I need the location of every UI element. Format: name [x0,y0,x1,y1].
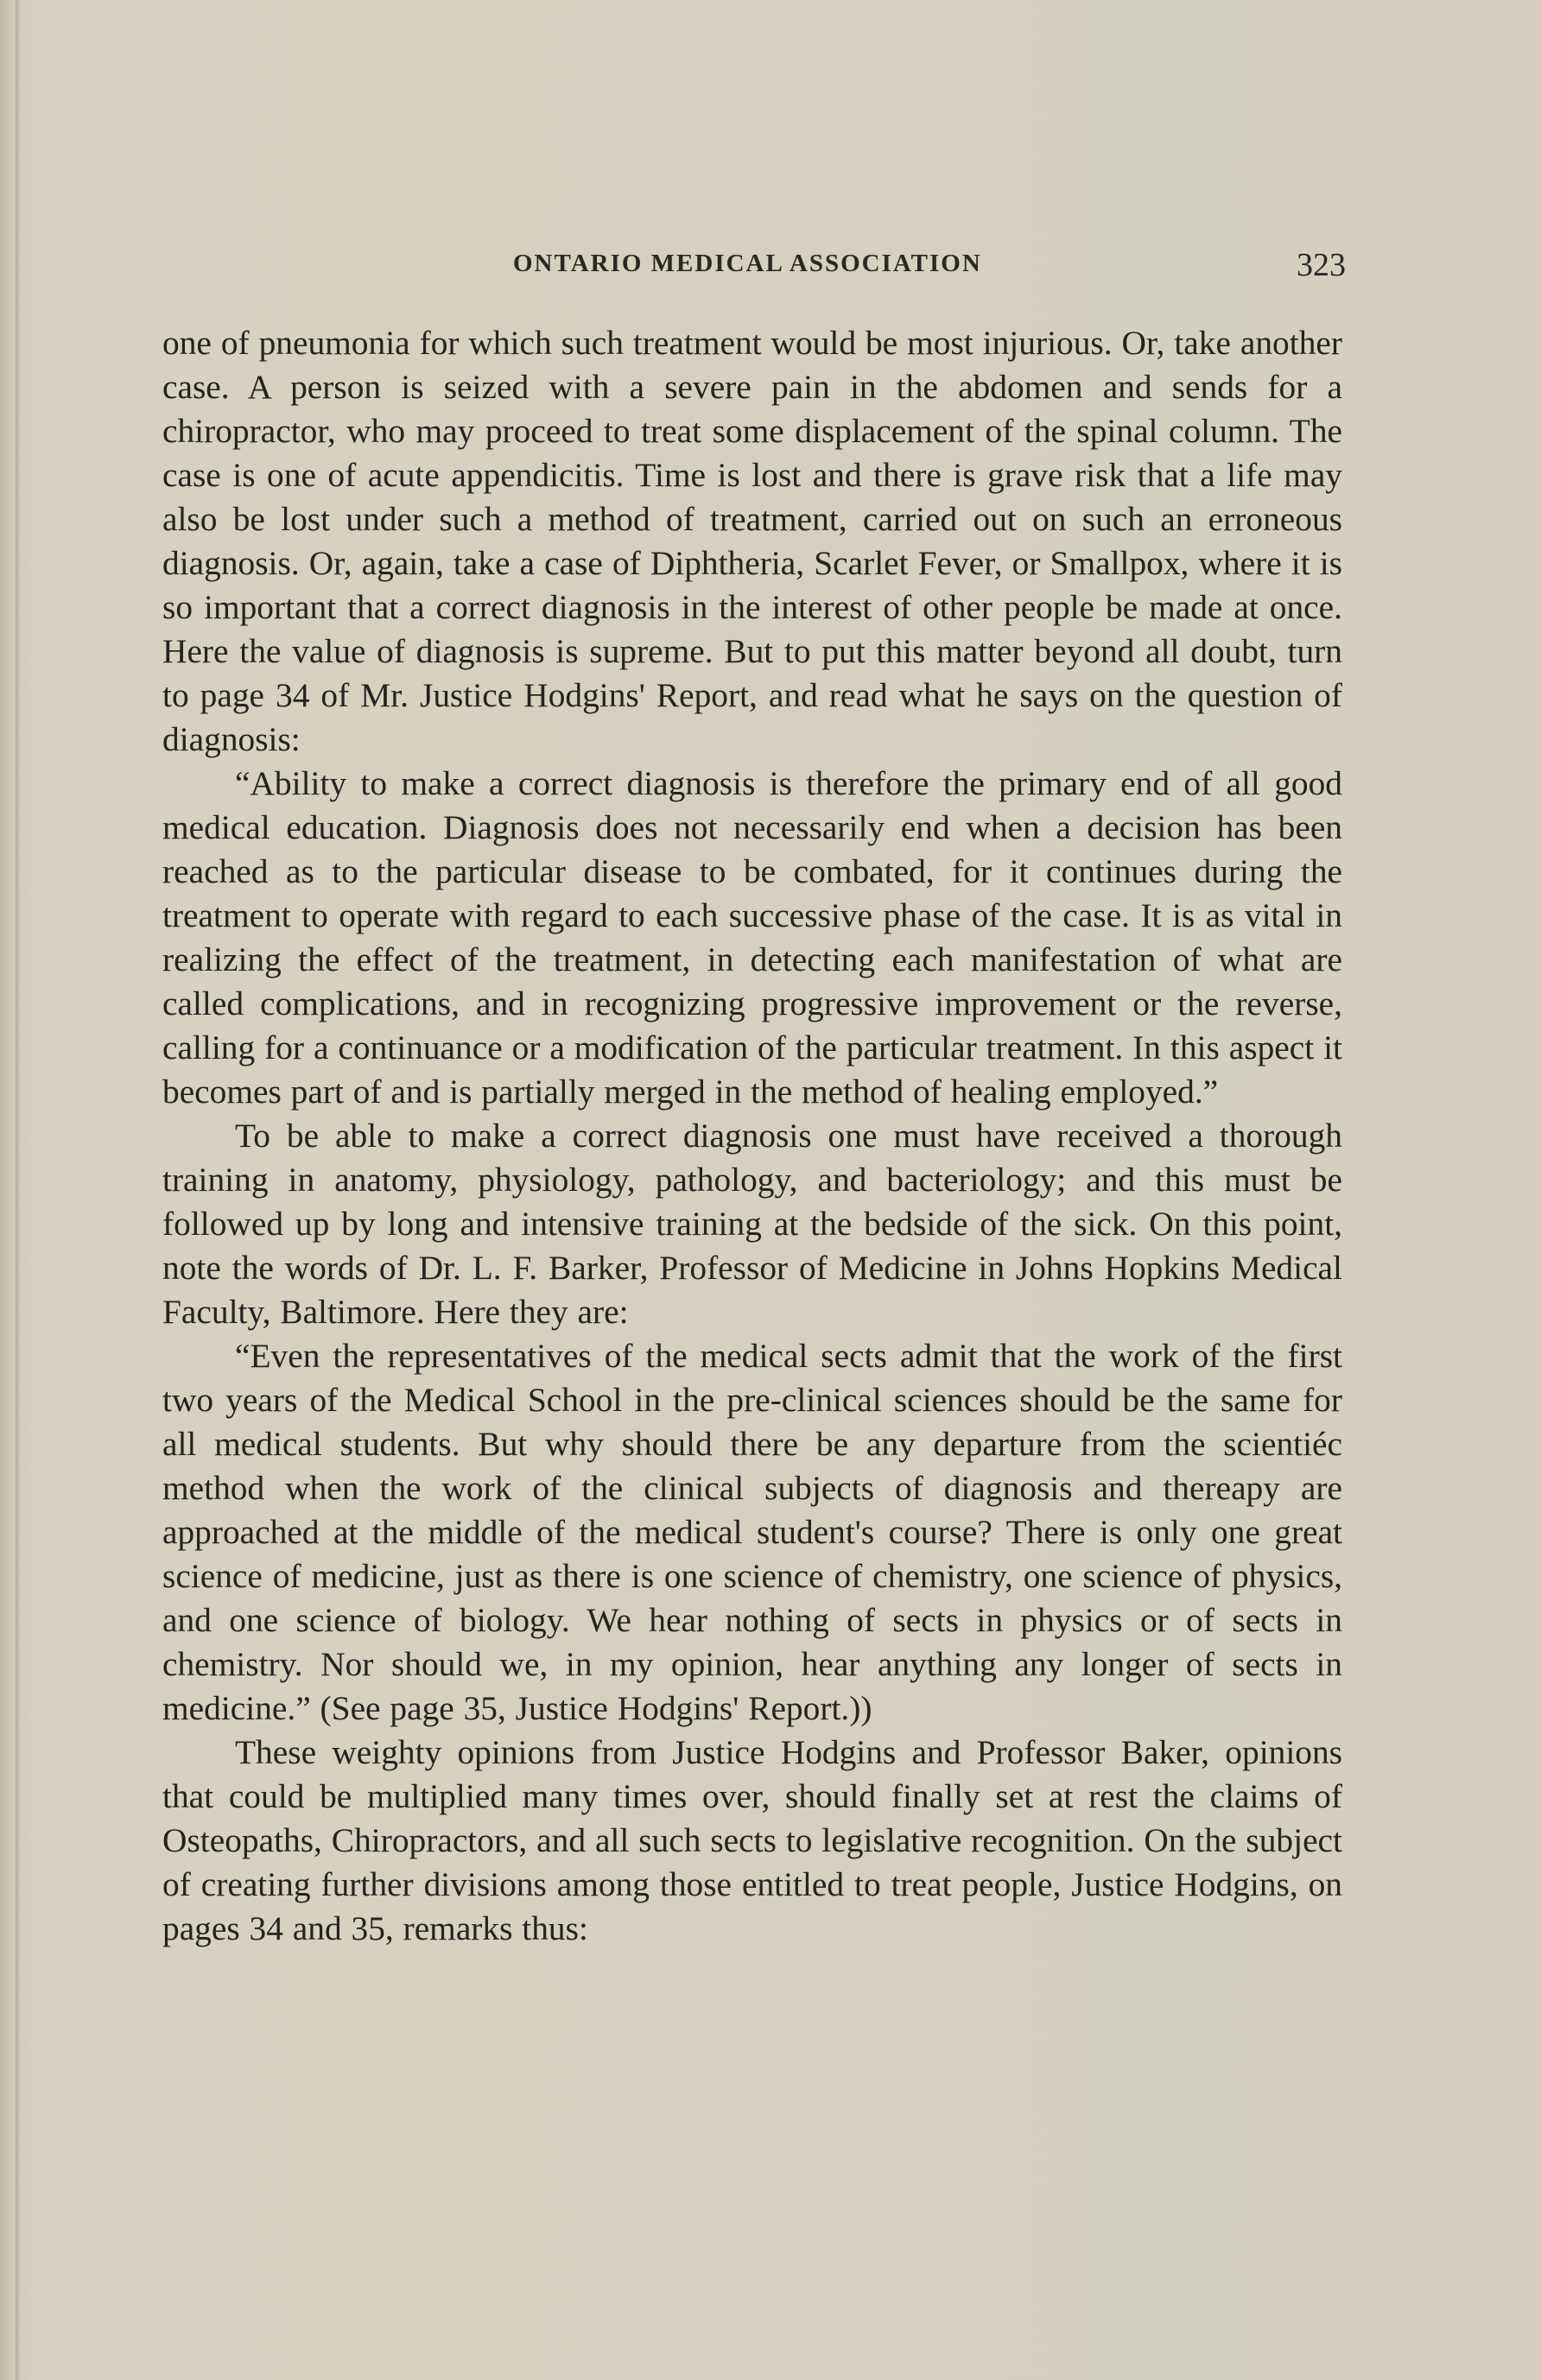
page-gutter-shadow [16,0,21,2380]
quotation-barker: “Even the representatives of the medical sects admit that the work of the first two years of the Medical School in the pre-clinical sciences should be the same for all medical students. But why should there be any departure from the scientiéc method when the work of the clinical subjects of diagnosis and thereapy are approached at the middle of the medical student's course? There is only one great science of medicine, just as there is one science of chemistry, one science of physics, and one science of biology. We hear nothing of sects in physics or of sects in chemistry. Nor should we, in my opinion, hear anything any longer of sects in medicine.” (See page 35, Justice Hodgins' Report.)) [162,1337,1342,1727]
paragraph-conclusion: These weighty opinions from Justice Hodgins and Professor Baker, opinions that could be multiplied many times over, should finally set at rest the claims of Osteopaths, Chiropractors, and all such sects to legislative recognition. On the subject of creating further divisions among those entitled to treat people, Justice Hodgins, on pages 34 and 35, remarks thus: [162,1733,1342,1947]
page-header [164,246,1346,289]
quotation-hodgins: “Ability to make a correct diagnosis is therefore the primary end of all good medical education. Diagnosis does not necessarily end when a decision has been reached as to the particular disease to be combated, for it continues during the treatment to operate with regard to each successive phase of the case. It is as vital in realizing the effect of the treatment, in detecting each manifestation of what are called complications, and in recognizing progressive improvement or the reverse, calling for a continuance or a modification of the particular treatment. In this aspect it becomes part of and is partially merged in the method of healing employed.” [162,764,1342,1111]
paragraph-training: To be able to make a correct diagnosis one must have received a thorough training in anatomy, physiology, pathology, and bacteriology; and this must be followed up by long and intensive training at the bedside of the sick. On this point, note the words of Dr. L. F. Barker, Professor of Medicine in Johns Hopkins Medical Faculty, Baltimore. Here they are: [162,1117,1342,1331]
running-head: ONTARIO MEDICAL ASSOCIATION [513,250,982,277]
paragraph-continuation: one of pneumonia for which such treatment would be most injurious. Or, take another case. A person is seized with a severe pain in the abdomen and sends for a chiropractor, who may proceed to treat some displacement of the spinal column. The case is one of acute appendicitis. Time is lost and there is grave risk that a life may also be lost under such a method of treatment, carried out on such an erroneous diagnosis. Or, again, take a case of Diphtheria, Scarlet Fever, or Smallpox, where it is so important that a correct diagnosis in the interest of other people be made at once. Here the value of diagnosis is supreme. But to put this matter beyond all doubt, turn to page 34 of Mr. Justice Hodgins' Report, and read what he says on the question of diagnosis: [162,324,1342,758]
body-text [162,321,1342,1951]
page-number: 323 [1297,247,1346,283]
